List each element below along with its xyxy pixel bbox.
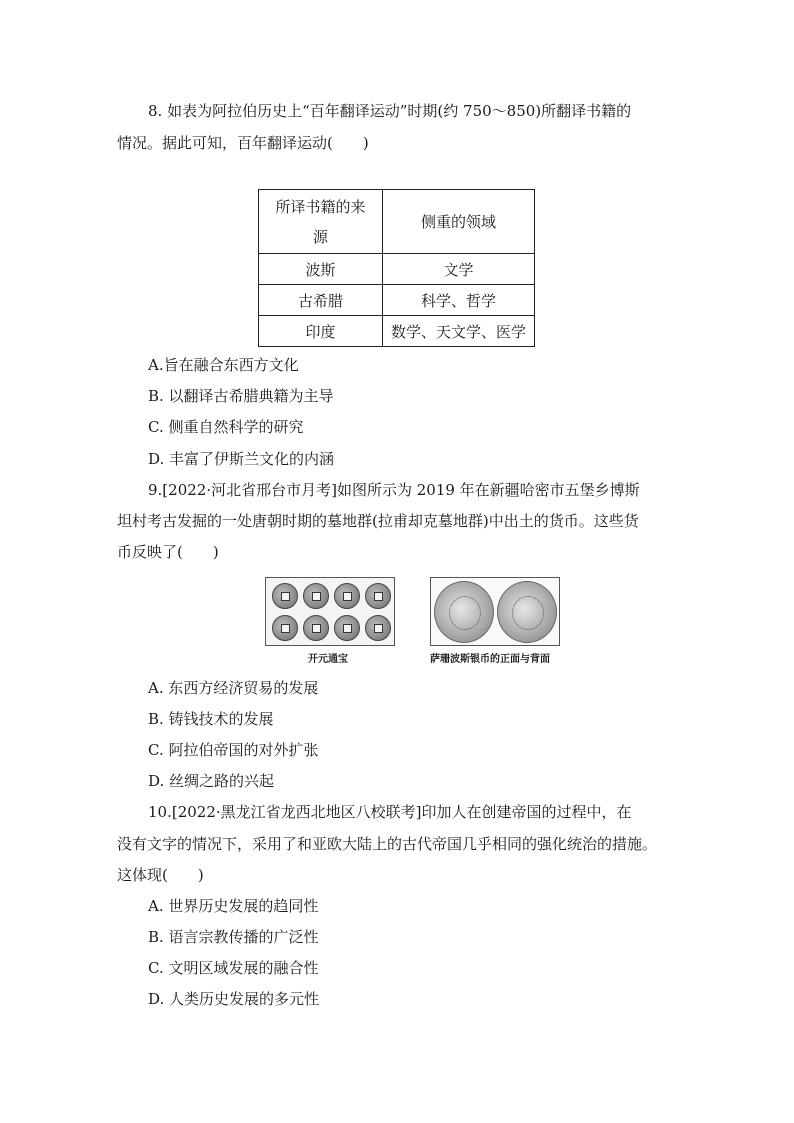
table-cell: 数学、天文学、医学 bbox=[383, 316, 535, 347]
table-header-source-line-2: 源 bbox=[312, 227, 328, 246]
q9-stem-line-1: 9.[2022·河北省邢台市月考]如图所示为 2019 年在新疆哈密市五堡乡博斯 bbox=[148, 481, 640, 499]
q9-option-b[interactable]: B. 铸钱技术的发展 bbox=[148, 710, 274, 728]
table-cell: 古希腊 bbox=[259, 285, 383, 316]
caption-kaiyuan: 开元通宝 bbox=[308, 654, 348, 665]
q9-stem-line-2: 坦村考古发掘的一处唐朝时期的墓地群(拉甫却克墓地群)中出土的货币。这些货 bbox=[117, 512, 639, 530]
coin-icon bbox=[303, 615, 329, 641]
q9-stem-line-3: 币反映了( ) bbox=[117, 543, 219, 561]
q10-stem-line-3: 这体现( ) bbox=[117, 866, 204, 884]
q10-option-c[interactable]: C. 文明区域发展的融合性 bbox=[148, 959, 319, 977]
q8-option-c[interactable]: C. 侧重自然科学的研究 bbox=[148, 418, 304, 436]
coin-icon bbox=[272, 583, 298, 609]
table-header-row bbox=[259, 190, 535, 254]
q9-option-a[interactable]: A. 东西方经济贸易的发展 bbox=[148, 679, 319, 697]
q9-option-c[interactable]: C. 阿拉伯帝国的对外扩张 bbox=[148, 741, 319, 759]
q8-stem-line-2: 情况。据此可知，百年翻译运动( ) bbox=[117, 134, 369, 152]
q10-stem-line-2: 没有文字的情况下，采用了和亚欧大陆上的古代帝国几乎相同的强化统治的措施。 bbox=[117, 835, 658, 853]
silver-coin-back-icon bbox=[497, 581, 557, 643]
q10-stem-line-1: 10.[2022·黑龙江省龙西北地区八校联考]印加人在创建帝国的过程中，在 bbox=[148, 803, 632, 821]
q10-option-d[interactable]: D. 人类历史发展的多元性 bbox=[148, 990, 320, 1008]
silver-coin-front-icon bbox=[434, 581, 494, 643]
table-cell: 科学、哲学 bbox=[383, 285, 535, 316]
q9-option-d[interactable]: D. 丝绸之路的兴起 bbox=[148, 772, 275, 790]
coin-icon bbox=[334, 615, 360, 641]
table-cell: 波斯 bbox=[259, 254, 383, 285]
table-header-source bbox=[259, 190, 383, 254]
table-cell: 印度 bbox=[259, 316, 383, 347]
q8-table bbox=[258, 189, 535, 347]
q8-option-b[interactable]: B. 以翻译古希腊典籍为主导 bbox=[148, 387, 334, 405]
table-row bbox=[259, 316, 535, 347]
q8-stem-line-1: 8. 如表为阿拉伯历史上“百年翻译运动”时期(约 750～850)所翻译书籍的 bbox=[148, 102, 632, 120]
table-cell: 文学 bbox=[383, 254, 535, 285]
q8-option-a[interactable]: A.旨在融合东西方文化 bbox=[148, 356, 299, 374]
table-row bbox=[259, 254, 535, 285]
coin-icon bbox=[365, 583, 391, 609]
q10-option-b[interactable]: B. 语言宗教传播的广泛性 bbox=[148, 928, 319, 946]
coin-icon bbox=[303, 583, 329, 609]
table-header-source-line-1: 所译书籍的来 bbox=[275, 197, 366, 216]
q10-option-a[interactable]: A. 世界历史发展的趋同性 bbox=[148, 897, 319, 915]
coin-icon bbox=[272, 615, 298, 641]
kaiyuan-coins-image bbox=[265, 577, 395, 646]
coin-icon bbox=[365, 615, 391, 641]
q8-option-d[interactable]: D. 丰富了伊斯兰文化的内涵 bbox=[148, 450, 335, 468]
sassanid-silver-coin-image bbox=[430, 577, 560, 646]
table-header-focus: 侧重的领域 bbox=[383, 190, 535, 254]
caption-sassanid: 萨珊波斯银币的正面与背面 bbox=[430, 654, 550, 665]
table-row bbox=[259, 285, 535, 316]
coin-icon bbox=[334, 583, 360, 609]
